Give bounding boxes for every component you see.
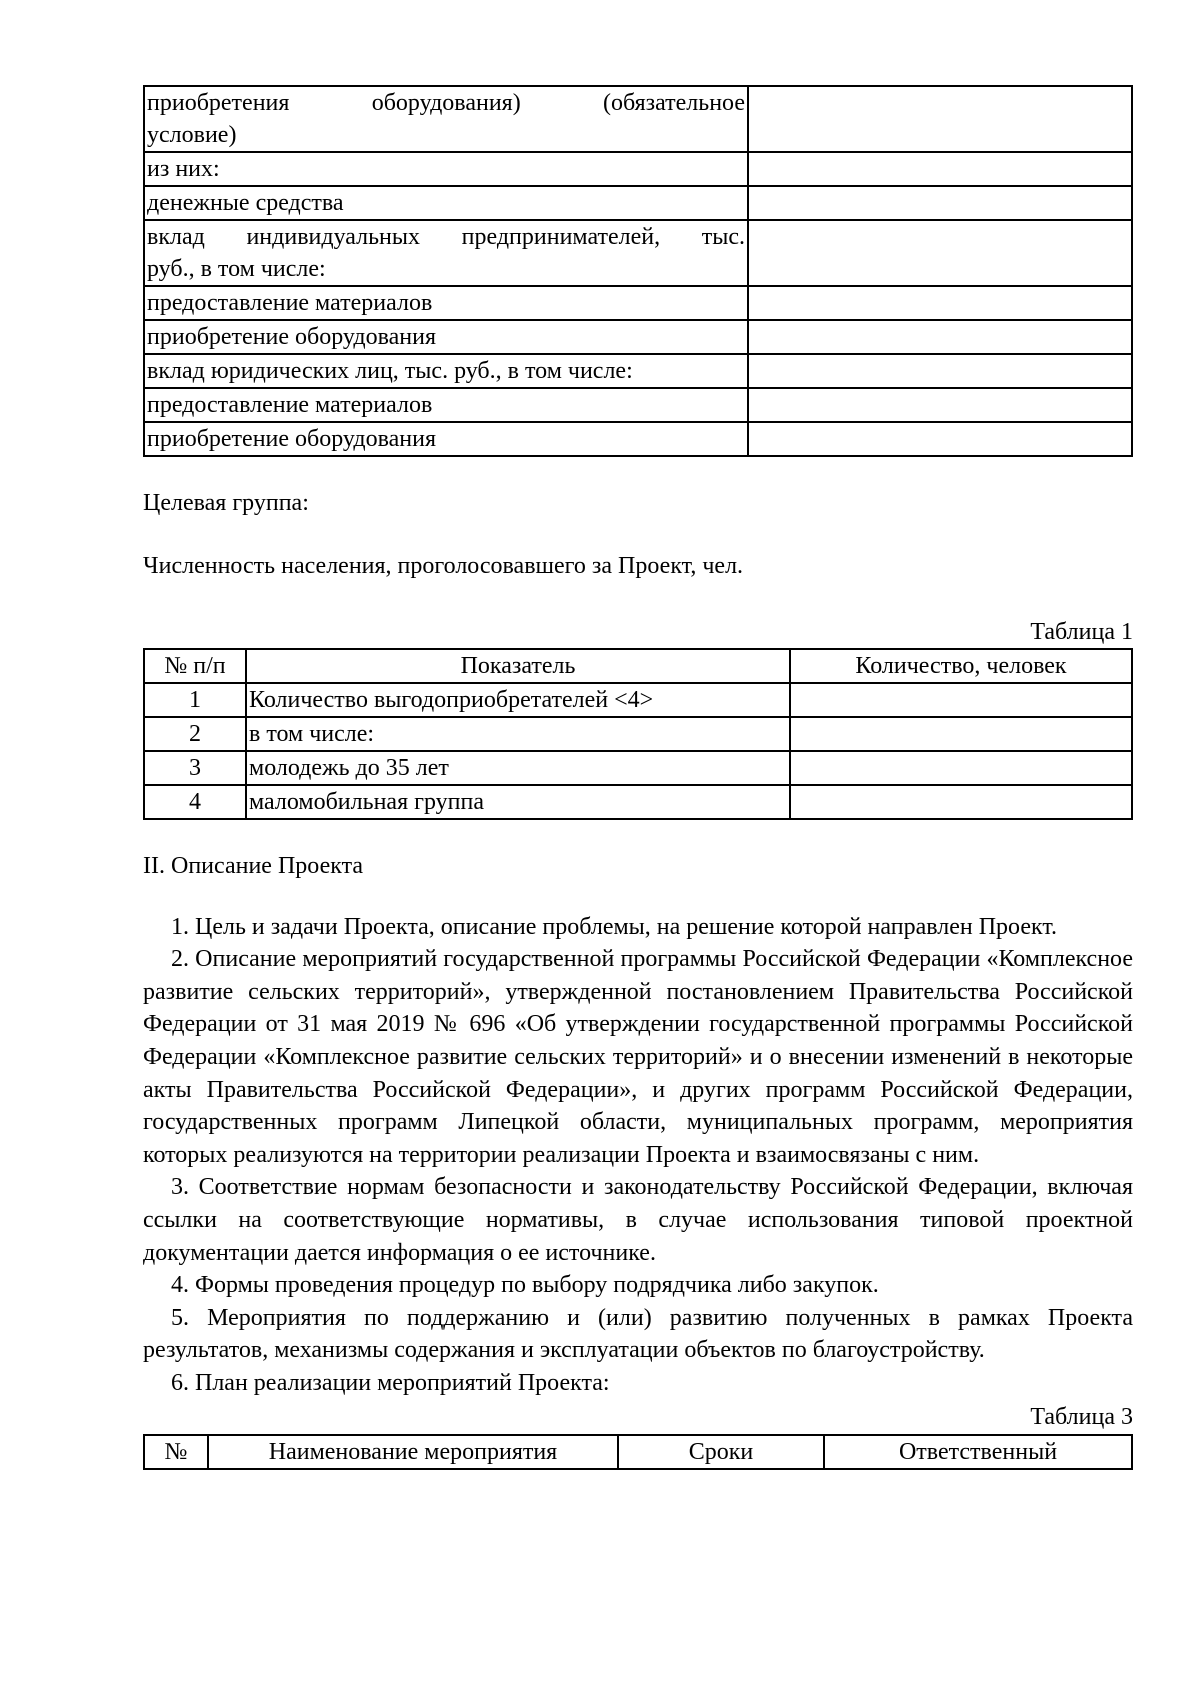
- row-number: 1: [144, 683, 246, 717]
- table1-caption: Таблица 1: [1030, 618, 1133, 645]
- column-header: № п/п: [144, 649, 246, 683]
- row-number: 2: [144, 717, 246, 751]
- table-cell: [748, 152, 1132, 186]
- column-header: Сроки: [618, 1435, 824, 1469]
- table-cell: [748, 388, 1132, 422]
- indicator-cell: Количество выгодоприобретателей <4>: [246, 683, 790, 717]
- cell-text: приобретения оборудования) (обязательное: [147, 90, 745, 116]
- plan-table: [143, 1434, 1133, 1470]
- table-row: [144, 354, 1132, 388]
- table-cell: предоставление материалов: [144, 286, 748, 320]
- table-cell: [748, 354, 1132, 388]
- count-cell: [790, 717, 1132, 751]
- row-number: 3: [144, 751, 246, 785]
- indicator-cell: молодежь до 35 лет: [246, 751, 790, 785]
- count-cell: [790, 751, 1132, 785]
- table-row: [144, 751, 1132, 785]
- table-row: [144, 717, 1132, 751]
- indicator-cell: в том числе:: [246, 717, 790, 751]
- description-item: 5. Мероприятия по поддержанию и (или) развитию полученных в рамках Проекта результатов, механизмы содержания и эксплуатации объектов по благоустройству.: [143, 1304, 1133, 1364]
- section-description: [143, 911, 1133, 1400]
- column-header: №: [144, 1435, 208, 1469]
- section-title: II. Описание Проекта: [143, 853, 363, 880]
- table-row: [144, 683, 1132, 717]
- table-cell: [748, 422, 1132, 456]
- description-item: 4. Формы проведения процедур по выбору подрядчика либо закупок.: [171, 1272, 879, 1299]
- population-label: Численность населения, проголосовавшего за Проект, чел.: [143, 553, 744, 580]
- description-item: 1. Цель и задачи Проекта, описание проблемы, на решение которой направлен Проект.: [171, 913, 1058, 940]
- table-cell: [144, 86, 748, 152]
- table-row: [144, 320, 1132, 354]
- table-header-row: [144, 1435, 1132, 1469]
- table-cell: из них:: [144, 152, 748, 186]
- table-row: [144, 220, 1132, 286]
- table-cell: вклад юридических лиц, тыс. руб., в том числе:: [144, 354, 748, 388]
- description-item: 3. Соответствие нормам безопасности и законодательству Российской Федерации, включая ссылки на соответствующие нормативы, в случае использования типовой проектной документации дается информация о ее источнике.: [143, 1174, 1133, 1266]
- table-cell: [748, 286, 1132, 320]
- row-number: 4: [144, 785, 246, 819]
- table-row: [144, 388, 1132, 422]
- table-row: [144, 286, 1132, 320]
- table-cell: денежные средства: [144, 186, 748, 220]
- cell-text: руб., в том числе:: [147, 256, 326, 282]
- table-cell: [748, 86, 1132, 152]
- table-cell: предоставление материалов: [144, 388, 748, 422]
- table-cell: [748, 320, 1132, 354]
- table-row: [144, 785, 1132, 819]
- table-cell: [748, 186, 1132, 220]
- table-row: [144, 186, 1132, 220]
- description-item: 2. Описание мероприятий государственной программы Российской Федерации «Комплексное развитие сельских территорий», утвержденной постановлением Правительства Российской Федерации от 31 мая 2019 № 696 «Об утверждении государственной программы Российской Федерации «Комплексное развитие сельских территорий» и о внесении изменений в некоторые акты Правительства Российской Федерации», и других программ Российской Федерации, государственных программ Липецкой области, муниципальных программ, мероприятия которых реализуются на территории реализации Проекта и взаимосвязаны с ним.: [143, 946, 1133, 1168]
- table-cell: [144, 220, 748, 286]
- count-cell: [790, 785, 1132, 819]
- document-page: [143, 85, 1133, 1470]
- table-row: [144, 422, 1132, 456]
- table-cell: приобретение оборудования: [144, 422, 748, 456]
- table-header-row: [144, 649, 1132, 683]
- column-header: Наименование мероприятия: [208, 1435, 618, 1469]
- cell-text: условие): [147, 122, 237, 148]
- table-row: [144, 152, 1132, 186]
- description-item: 6. План реализации мероприятий Проекта:: [171, 1369, 610, 1396]
- column-header: Количество, человек: [790, 649, 1132, 683]
- table-cell: [748, 220, 1132, 286]
- funding-table: [143, 85, 1133, 457]
- table-cell: приобретение оборудования: [144, 320, 748, 354]
- cell-text: вклад индивидуальных предпринимателей, тыс.: [147, 224, 745, 250]
- table-row: [144, 86, 1132, 152]
- indicator-cell: маломобильная группа: [246, 785, 790, 819]
- count-cell: [790, 683, 1132, 717]
- table3-caption: Таблица 3: [1030, 1404, 1133, 1431]
- column-header: Ответственный: [824, 1435, 1132, 1469]
- column-header: Показатель: [246, 649, 790, 683]
- beneficiaries-table: [143, 648, 1133, 820]
- target-group-label: Целевая группа:: [143, 490, 309, 516]
